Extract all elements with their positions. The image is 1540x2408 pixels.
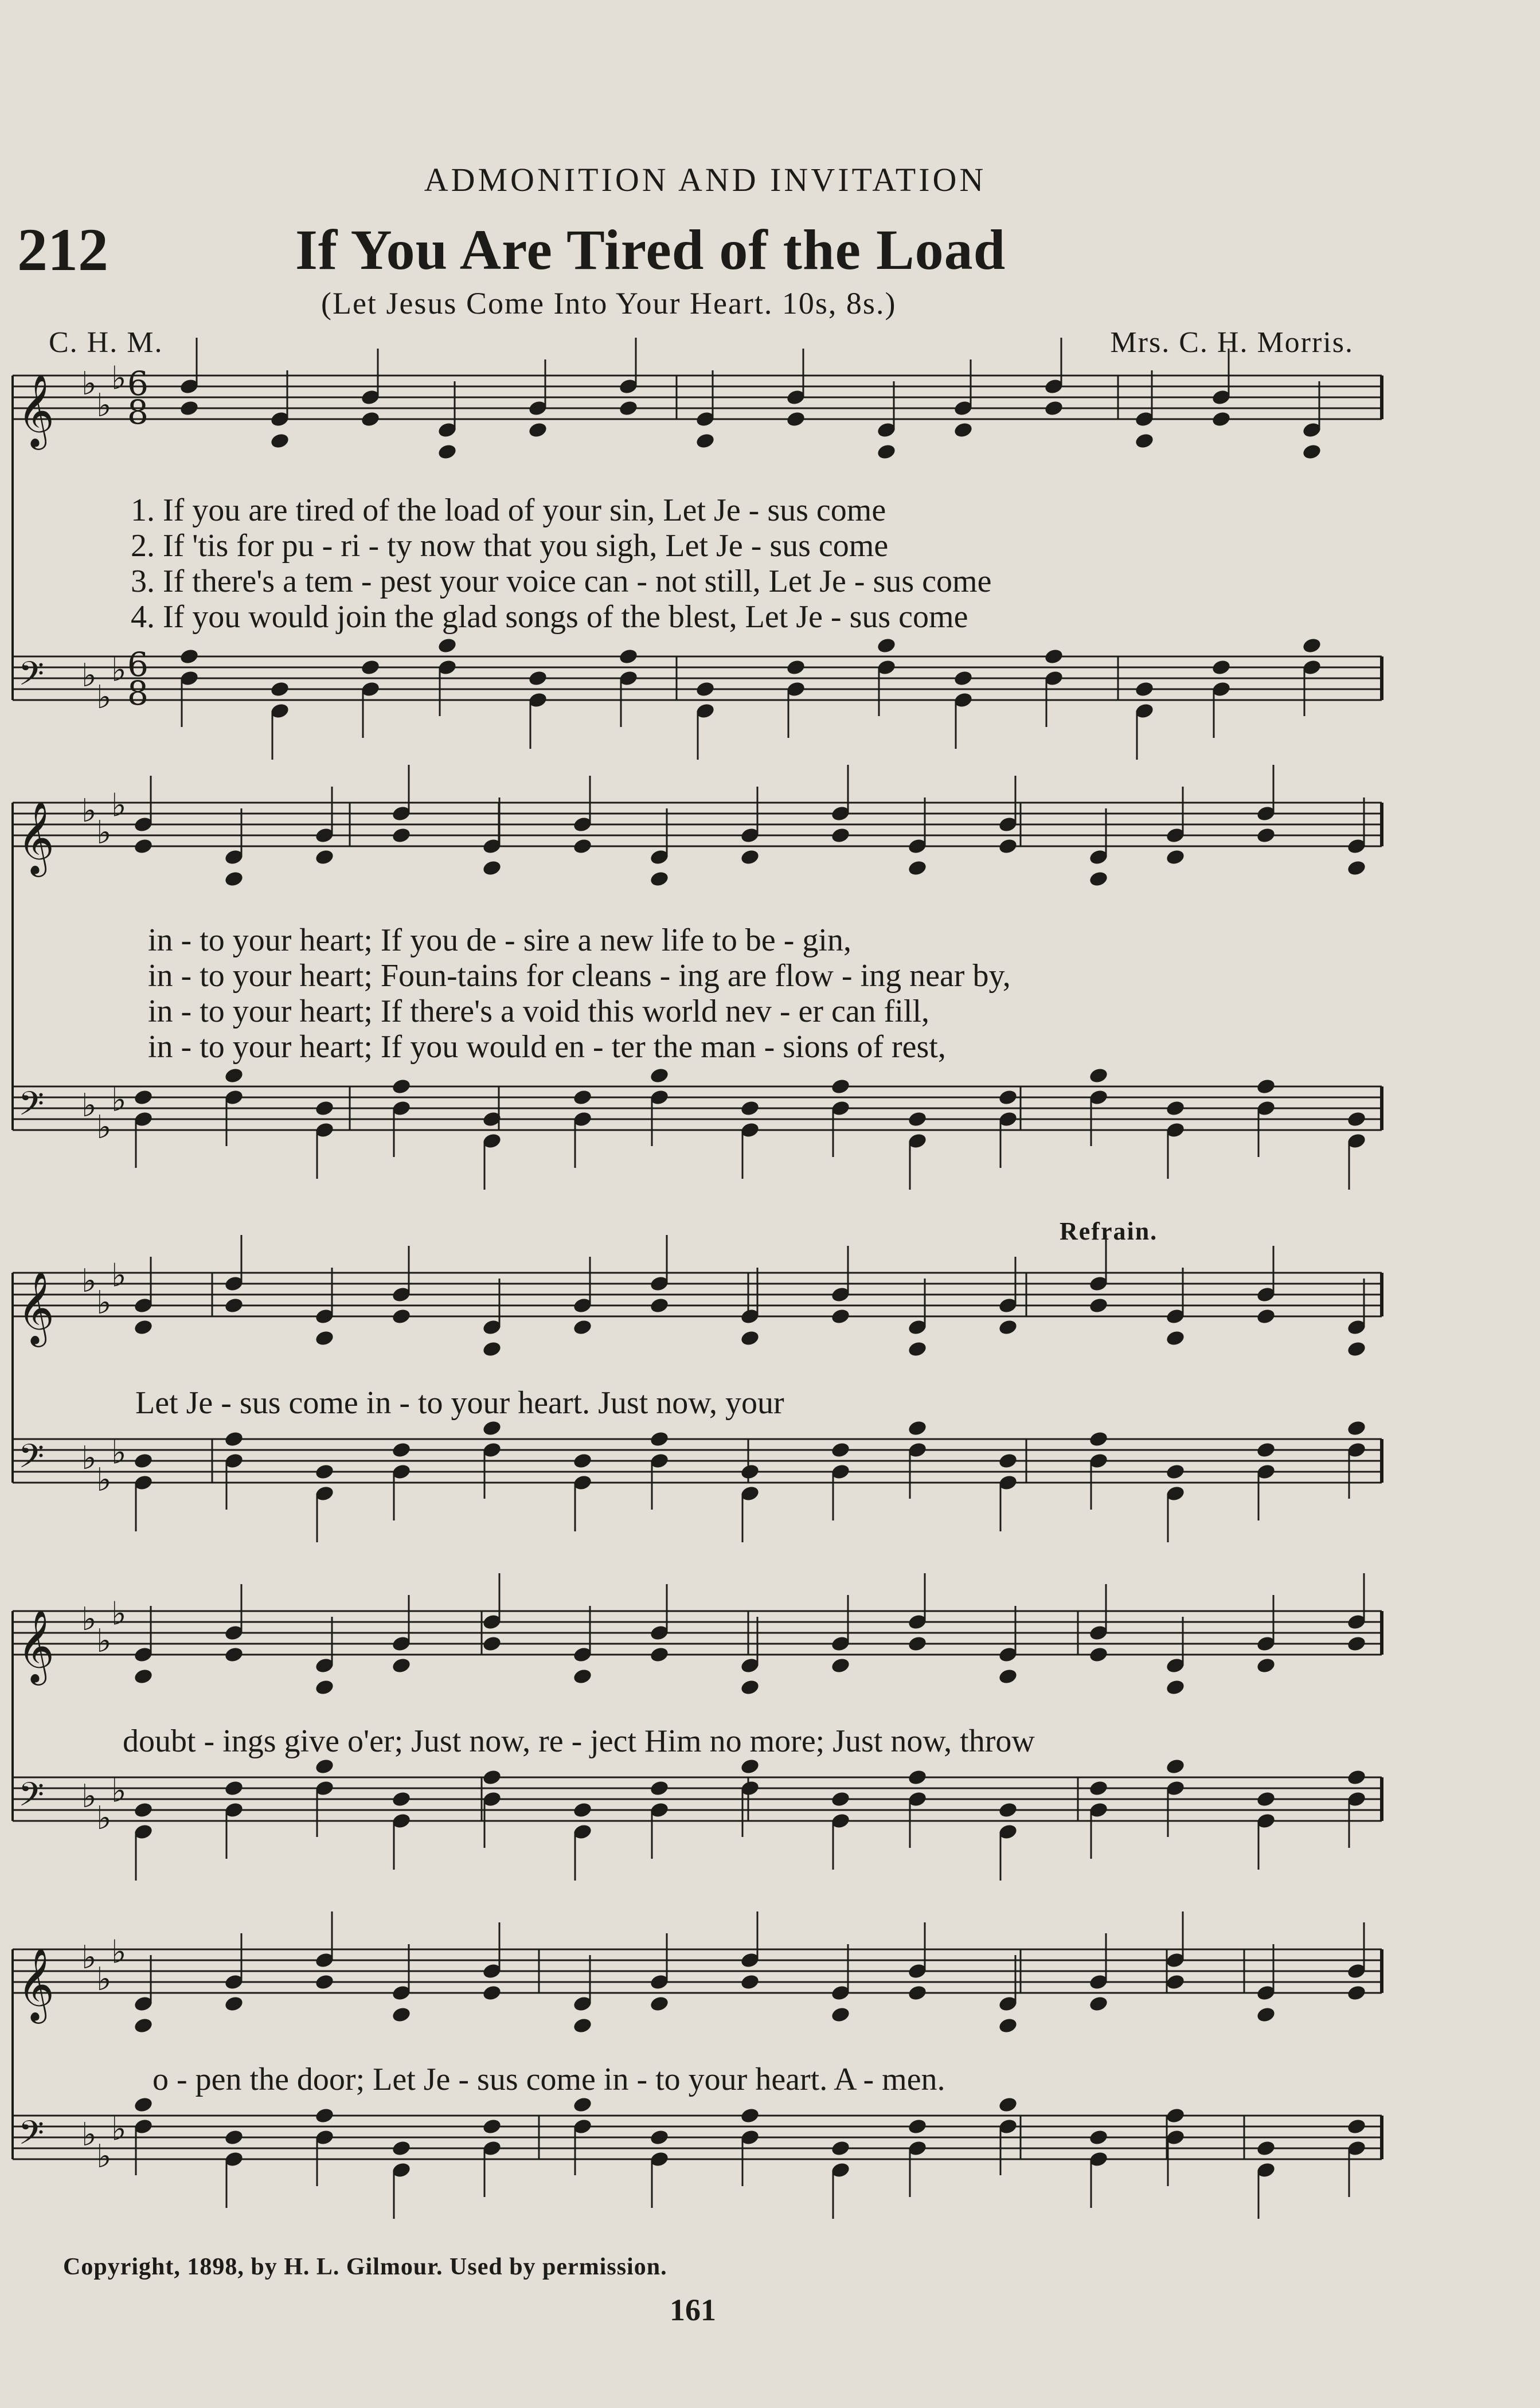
notehead <box>1134 681 1155 698</box>
notehead <box>998 1668 1018 1686</box>
notehead <box>907 859 928 877</box>
notehead <box>1256 1791 1276 1808</box>
notehead <box>740 1100 760 1117</box>
composer-credit: Mrs. C. H. Morris. <box>1110 326 1354 359</box>
treble-clef-icon: 𝄞 <box>17 1947 55 2020</box>
hymn-title: If You Are Tired of the Load <box>295 218 1006 282</box>
notehead <box>1256 1657 1276 1675</box>
notehead <box>133 1668 154 1686</box>
notehead <box>830 827 851 845</box>
notehead <box>649 1780 670 1797</box>
flat-icon: ♭ <box>81 2116 97 2153</box>
notehead <box>1165 1973 1186 1991</box>
flat-icon: ♭ <box>96 1623 112 1660</box>
flat-icon: ♭ <box>81 1262 97 1300</box>
notehead <box>830 1657 851 1675</box>
notehead <box>224 1067 244 1085</box>
notehead <box>1346 1111 1367 1128</box>
notehead <box>572 2017 593 2035</box>
treble-clef-icon: 𝄞 <box>17 373 55 447</box>
notehead <box>695 432 716 450</box>
notehead <box>133 2096 154 2114</box>
notehead <box>1346 1984 1367 2002</box>
notehead <box>572 1089 593 1107</box>
notehead <box>1088 1995 1109 2013</box>
notehead <box>1088 1430 1109 1448</box>
notehead <box>482 859 502 877</box>
notehead <box>907 1635 928 1653</box>
time-signature-bottom: 8 <box>127 674 148 713</box>
treble-clef-icon: 𝄞 <box>17 1609 55 1682</box>
bass-clef-icon: 𝄢 <box>18 1084 45 1131</box>
notehead <box>1346 1340 1367 1358</box>
notehead <box>572 1668 593 1686</box>
treble-clef-icon: 𝄞 <box>17 1271 55 1344</box>
flat-icon: ♭ <box>96 2138 112 2175</box>
notehead <box>830 2140 851 2157</box>
notehead <box>224 1297 244 1315</box>
notehead <box>740 1679 760 1696</box>
notehead <box>1165 849 1186 866</box>
flat-icon: ♭ <box>81 1087 97 1124</box>
notehead <box>314 1973 335 1991</box>
notehead <box>391 1791 412 1808</box>
notehead <box>133 1319 154 1336</box>
hymn-number: 212 <box>17 216 108 283</box>
refrain-line-2: doubt - ings give o'er; Just now, re - ject Him no more; Just now, throw <box>123 1723 1035 1759</box>
verse-2-line-1: 2. If 'tis for pu - ri - ty now that you sigh, Let Je - sus come <box>131 528 889 564</box>
flat-icon: ♭ <box>111 1434 127 1472</box>
notehead <box>998 2017 1018 2035</box>
notehead <box>830 1308 851 1326</box>
verse-1-line-2: in - to your heart; If you de - sire a new life to be - gin, <box>148 922 851 958</box>
notehead <box>224 1646 244 1664</box>
notehead <box>1256 1078 1276 1096</box>
notehead <box>1256 1441 1276 1459</box>
notehead <box>1088 1646 1109 1664</box>
notehead <box>133 2017 154 2035</box>
notehead <box>572 2096 593 2114</box>
flat-icon: ♭ <box>111 2110 127 2148</box>
notehead <box>1043 400 1064 417</box>
notehead <box>740 2107 760 2125</box>
flat-icon: ♭ <box>81 1939 97 1976</box>
notehead <box>907 2118 928 2136</box>
flat-icon: ♭ <box>111 787 127 824</box>
flat-icon: ♭ <box>81 1778 97 1815</box>
notehead <box>618 648 639 666</box>
notehead <box>572 838 593 855</box>
notehead <box>482 1984 502 2002</box>
notehead <box>314 849 335 866</box>
notehead <box>785 659 806 677</box>
notehead <box>649 1646 670 1664</box>
notehead <box>572 1452 593 1470</box>
notehead <box>998 1319 1018 1336</box>
notehead <box>830 1441 851 1459</box>
bass-clef-icon: 𝄢 <box>18 2113 45 2160</box>
notehead <box>1346 1769 1367 1787</box>
notehead <box>1165 2107 1186 2125</box>
notehead <box>391 1657 412 1675</box>
notehead <box>224 1430 244 1448</box>
notehead <box>179 400 200 417</box>
flat-icon: ♭ <box>96 1961 112 1998</box>
notehead <box>953 421 974 439</box>
notehead <box>876 443 897 461</box>
notehead <box>785 411 806 428</box>
notehead <box>998 1452 1018 1470</box>
flat-icon: ♭ <box>111 1257 127 1295</box>
verse-3-line-2: in - to your heart; If there's a void this world nev - er can fill, <box>148 994 930 1029</box>
flat-icon: ♭ <box>111 359 127 397</box>
flat-icon: ♭ <box>111 1772 127 1810</box>
notehead <box>998 2096 1018 2114</box>
notehead <box>179 648 200 666</box>
time-signature-top: 6 <box>127 364 148 403</box>
flat-icon: ♭ <box>96 1461 112 1499</box>
notehead <box>1088 870 1109 888</box>
notehead <box>314 2107 335 2125</box>
notehead <box>907 1111 928 1128</box>
notehead <box>907 1420 928 1437</box>
bass-clef-icon: 𝄢 <box>18 1775 45 1822</box>
notehead <box>1043 648 1064 666</box>
notehead <box>740 849 760 866</box>
notehead <box>953 670 974 687</box>
notehead <box>649 1995 670 2013</box>
verse-2-line-2: in - to your heart; Foun-tains for cleans - ing are flow - ing near by, <box>148 958 1011 994</box>
notehead <box>1134 432 1155 450</box>
flat-icon: ♭ <box>111 1081 127 1119</box>
notehead <box>998 1801 1018 1819</box>
flat-icon: ♭ <box>96 1109 112 1146</box>
notehead <box>314 1463 335 1481</box>
notehead <box>740 1973 760 1991</box>
notehead <box>998 838 1018 855</box>
notehead <box>391 1078 412 1096</box>
notehead <box>314 1330 335 1347</box>
notehead <box>1211 411 1232 428</box>
flat-icon: ♭ <box>96 679 112 716</box>
verse-3-line-1: 3. If there's a tem - pest your voice can - not still, Let Je - sus come <box>131 564 992 599</box>
flat-icon: ♭ <box>96 387 112 424</box>
notehead <box>1165 1679 1186 1696</box>
refrain-line-3: o - pen the door; Let Je - sus come in - to your heart. A - men. <box>153 2062 945 2097</box>
notehead <box>527 421 548 439</box>
notehead <box>482 1340 502 1358</box>
lyricist-credit: C. H. M. <box>49 326 163 359</box>
notehead <box>649 1430 670 1448</box>
time-signature-bottom: 8 <box>127 393 148 432</box>
notehead <box>649 870 670 888</box>
flat-icon: ♭ <box>111 651 127 689</box>
notehead <box>740 1330 760 1347</box>
notehead <box>907 1984 928 2002</box>
notehead <box>1256 1308 1276 1326</box>
notehead <box>391 827 412 845</box>
copyright-notice: Copyright, 1898, by H. L. Gilmour. Used by permission. <box>63 2254 667 2280</box>
notehead <box>1346 859 1367 877</box>
notehead <box>1346 2118 1367 2136</box>
notehead <box>133 1089 154 1107</box>
notehead <box>740 1463 760 1481</box>
flat-icon: ♭ <box>96 1800 112 1837</box>
notehead <box>314 1679 335 1696</box>
notehead <box>482 1420 502 1437</box>
notehead <box>649 1297 670 1315</box>
section-heading: ADMONITION AND INVITATION <box>424 161 987 198</box>
notehead <box>1301 443 1322 461</box>
notehead <box>649 2129 670 2147</box>
notehead <box>269 681 290 698</box>
notehead <box>314 1100 335 1117</box>
notehead <box>740 1758 760 1776</box>
bass-clef-icon: 𝄢 <box>18 1437 45 1484</box>
bass-clef-icon: 𝄢 <box>18 654 45 701</box>
notehead <box>391 2140 412 2157</box>
flat-icon: ♭ <box>81 1440 97 1477</box>
notehead <box>224 1780 244 1797</box>
flat-icon: ♭ <box>111 1933 127 1971</box>
treble-clef-icon: 𝄞 <box>17 800 55 874</box>
notehead <box>1346 1635 1367 1653</box>
notehead <box>1211 659 1232 677</box>
notehead <box>133 1452 154 1470</box>
notehead <box>269 432 290 450</box>
notehead <box>224 2129 244 2147</box>
notehead <box>482 1635 502 1653</box>
notehead <box>224 870 244 888</box>
notehead <box>572 1319 593 1336</box>
notehead <box>998 1089 1018 1107</box>
notehead <box>360 411 381 428</box>
flat-icon: ♭ <box>81 657 97 694</box>
hymn-subtitle: (Let Jesus Come Into Your Heart. 10s, 8s.) <box>321 286 897 320</box>
notehead <box>1088 1297 1109 1315</box>
notehead <box>437 637 458 655</box>
notehead <box>695 681 716 698</box>
flat-icon: ♭ <box>96 814 112 851</box>
notehead <box>1256 2140 1276 2157</box>
notehead <box>482 1769 502 1787</box>
notehead <box>391 1308 412 1326</box>
notehead <box>133 838 154 855</box>
notehead <box>1256 827 1276 845</box>
notehead <box>1165 1758 1186 1776</box>
notehead <box>830 1791 851 1808</box>
notehead <box>133 1801 154 1819</box>
flat-icon: ♭ <box>111 1595 127 1633</box>
notehead <box>391 1441 412 1459</box>
page-number: 161 <box>670 2293 716 2327</box>
notehead <box>572 1801 593 1819</box>
verse-1-line-1: 1. If you are tired of the load of your sin, Let Je - sus come <box>131 492 886 528</box>
notehead <box>830 1078 851 1096</box>
notehead <box>360 659 381 677</box>
refrain-line-1: Let Je - sus come in - to your heart. Just now, your <box>135 1385 784 1421</box>
notehead <box>437 443 458 461</box>
notehead <box>1256 2006 1276 2024</box>
notehead <box>1088 2129 1109 2147</box>
notehead <box>1165 1100 1186 1117</box>
notehead <box>391 2006 412 2024</box>
flat-icon: ♭ <box>81 792 97 830</box>
notehead <box>1346 1420 1367 1437</box>
notehead <box>907 1769 928 1787</box>
notehead <box>830 2006 851 2024</box>
notehead <box>618 400 639 417</box>
notehead <box>527 670 548 687</box>
refrain-label: Refrain. <box>1060 1217 1158 1245</box>
flat-icon: ♭ <box>96 1284 112 1322</box>
flat-icon: ♭ <box>81 365 97 402</box>
notehead <box>224 1995 244 2013</box>
notehead <box>649 1067 670 1085</box>
time-signature-top: 6 <box>127 645 148 684</box>
verse-4-line-2: in - to your heart; If you would en - ter the man - sions of rest, <box>148 1029 946 1065</box>
notehead <box>876 637 897 655</box>
verse-4-line-1: 4. If you would join the glad songs of the blest, Let Je - sus come <box>131 599 968 635</box>
notehead <box>1165 1463 1186 1481</box>
notehead <box>1165 1330 1186 1347</box>
notehead <box>1088 1780 1109 1797</box>
notehead <box>314 1758 335 1776</box>
notehead <box>1088 1067 1109 1085</box>
notehead <box>1301 637 1322 655</box>
notehead <box>482 2118 502 2136</box>
notehead <box>907 1340 928 1358</box>
flat-icon: ♭ <box>81 1601 97 1638</box>
